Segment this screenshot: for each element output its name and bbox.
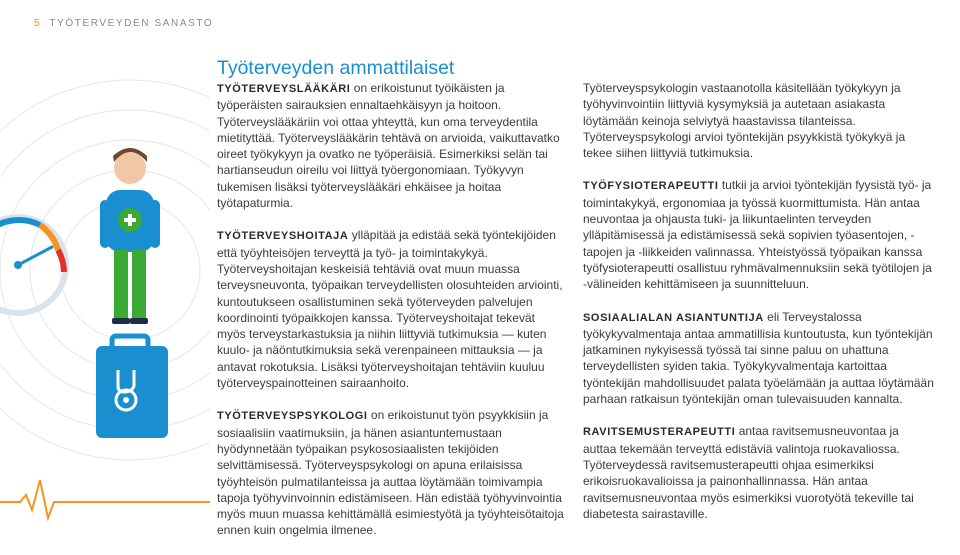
medical-bag-icon: [96, 336, 168, 438]
health-worker-icon: [100, 148, 160, 324]
term-label: TYÖTERVEYSLÄÄKÄRI: [217, 83, 351, 95]
health-illustration: [0, 40, 210, 536]
term-description: antaa ravitsemusneuvontaa ja auttaa tekemään terveyttä edistäviä valintoja ruokavaliossa. Työterveydessä ravitsemusterapeutti ohjaa esimerkiksi erikoisruokavalioissa ja painonhallinnassa. Hän antaa ravitsemusneuvontaa myös esimerkiksi vuorotyötä tekeville tai diabetesta sairastaville.: [583, 424, 914, 521]
physiotherapist-paragraph: [583, 177, 935, 292]
section-title: TYÖTERVEYDEN SANASTO: [49, 18, 214, 29]
term-description: on erikoistunut työn psyykkisiin ja sosiaalisiin vaatimuksiin, ja hänen asiantuntemustaan hyödynnetään työpaikan psykososiaalisten tekijöiden selvittämisessä. Työterveyspsykologi on apuna erilaisissa työyhteisön pulmatilanteissa ja auttaa löytämään toimivampia tapoja työhyvinvoinnin edistämiseen. Hän edistää työhyvinvointia myös muun muassa kehittämällä esimiestyötä ja työyhteisötaitoja ennen kuin ongelmia ilmenee.: [217, 408, 564, 538]
ecg-line: [0, 480, 210, 518]
right-column: [583, 80, 935, 538]
gauge-icon: [0, 217, 66, 313]
occupational-physician-paragraph: [217, 80, 565, 211]
term-label: RAVITSEMUSTERAPEUTTI: [583, 426, 736, 439]
term-label: SOSIAALIALAN ASIANTUNTIJA: [583, 311, 764, 324]
term-label: TYÖTERVEYSHOITAJA: [217, 230, 349, 243]
page-header: [34, 18, 213, 29]
term-label: TYÖTERVEYSPSYKOLOGI: [217, 410, 368, 423]
psychologist-continued-paragraph: Työterveyspsykologin vastaanotolla käsitellään työkykyyn ja työhyvinvointiin liittyviä kysymyksiä ja autetaan asiakasta löytämään keinoja selviytyä haastavissa tilanteissa. Työterveyspsykologi arvioi työntekijän psyykkistä työkykyä ja tekee siihen liittyviä tutkimuksia.: [583, 81, 906, 161]
page-title: Työterveyden ammattilaiset: [217, 57, 455, 79]
term-description: tutkii ja arvioi työntekijän fyysistä työ- ja toimintakykyä, ergonomiaa ja työssä kuormittumista. Hän antaa neuvontaa ja ohjausta tuki- ja liikuntaelinten terveyden ylläpitämisessä ja edistämisessä sekä sopivien työasentojen, -tapojen ja -liikkeiden valinnassa. Yhteistyössä työpaikan kanssa työfysioterapeutti osallistuu ryhmävalmennuksiin sekä työtilojen ja -välineiden kehittämiseen ja suunnitteluun.: [583, 178, 932, 292]
occupational-psychologist-paragraph: [217, 407, 565, 538]
occupational-nurse-paragraph: [217, 227, 565, 391]
term-label: TYÖFYSIOTERAPEUTTI: [583, 180, 719, 193]
page-number: 5: [34, 18, 42, 29]
term-description: eli Terveystalossa työkykyvalmentaja antaa ammatillisia kuntoutusta, kun työntekijän jatkaminen nykyisessä työssä tai sinne paluu on uhattuna terveydellisten syiden takia. Työkykyvalmentaja kartoittaa työntekijän mahdollisuudet palata työelämään ja auttaa löytämään parhaan ratkaisun työntekijän oman tulevaisuuden kannalta.: [583, 309, 934, 407]
term-description: ylläpitää ja edistää sekä työntekijöiden että työyhteisöjen terveyttä ja työ- ja toimintakykyä. Työterveyshoitajan keskeisiä tehtäviä ovat muun muassa terveysneuvonta, työpaikan terveydellisten olosuhteiden arviointi, kuntoutukseen osallistuminen sekä työterveyden palvelujen koordinointi työpaikkojen kanssa. Työterveyshoitajat tekevät myös terveystarkastuksia ja niihin liittyviä tutkimuksia — kuten kuulo- ja näöntutkimuksia sekä verenpaineen mittauksia — ja antavat rokotuksia. Lisäksi työterveyshoitajan tehtäviin kuuluu työterveyspainotteinen sairaanhoito.: [217, 228, 563, 391]
nutrition-therapist-paragraph: [583, 423, 935, 522]
social-expert-paragraph: [583, 309, 935, 408]
left-column: [217, 80, 565, 555]
term-description: on erikoistunut työikäisten ja työperäisten sairauksien ennaltaehkäisyyn ja hoitoon. Työterveyslääkäriin voi ottaa yhteyttä, kun oma terveydentila mietityttää. Työterveyslääkärin tehtävä on arvioida, vaikuttavatko oireet työkykyyn ja ovatko ne työperäisiä. Esimerkiksi selän tai hartianseudun oireilu voi liittyä työergonomiaan. Työkyvyn tukemisen lisäksi työterveyslääkäri ehkäisee ja hoitaa työtapaturmia.: [217, 81, 560, 211]
